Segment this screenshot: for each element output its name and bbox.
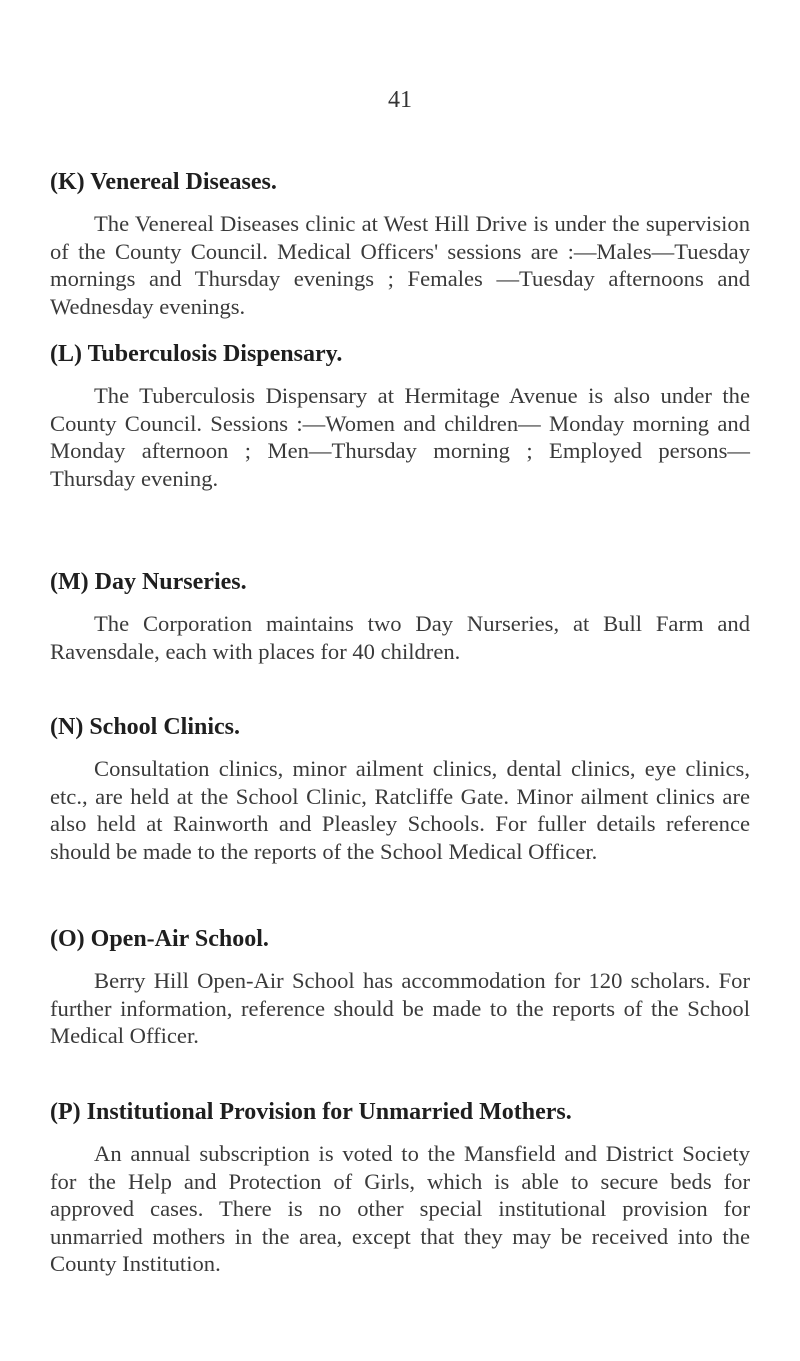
section-body: The Corporation maintains two Day Nurseries, at Bull Farm and Ravensdale, each with places for 40 children. — [50, 611, 750, 664]
section-body: The Venereal Diseases clinic at West Hill Drive is under the supervision of the County Council. Medical Officers' sessions are :—Males—Tuesday mornings and Thursday evenings ; Females —Tuesday afternoons and Wednesday evenings. — [50, 211, 750, 319]
section-tuberculosis-dispensary — [50, 340, 750, 492]
section-title: Institutional Provision for Unmarried Mothers. — [86, 1099, 572, 1125]
section-letter: (M) — [50, 569, 89, 595]
section-heading — [50, 713, 750, 741]
section-heading — [50, 168, 750, 196]
section-body: An annual subscription is voted to the Mansfield and District Society for the Help and Protection of Girls, which is able to secure beds for approved cases. There is no other special institutional provision for unmarried mothers in the area, except that they may be received into the County Institution. — [50, 1141, 750, 1276]
section-letter: (O) — [50, 926, 85, 952]
section-heading — [50, 568, 750, 596]
section-body: Berry Hill Open-Air School has accommodation for 120 scholars. For further information, reference should be made to the reports of the School Medical Officer. — [50, 968, 750, 1048]
section-open-air-school — [50, 925, 750, 1050]
section-letter: (N) — [50, 714, 84, 740]
section-letter: (P) — [50, 1099, 81, 1125]
section-venereal-diseases — [50, 168, 750, 320]
section-body: Consultation clinics, minor ailment clinics, dental clinics, eye clinics, etc., are held at the School Clinic, Ratcliffe Gate. Minor ailment clinics are also held at Rainworth and Pleasley Schools. For fuller details reference should be made to the reports of the School Medical Officer. — [50, 756, 750, 864]
page-number: 41 — [388, 87, 412, 113]
section-title: School Clinics. — [89, 714, 241, 740]
section-day-nurseries — [50, 568, 750, 665]
section-heading — [50, 925, 750, 953]
section-heading — [50, 340, 750, 368]
section-letter: (L) — [50, 341, 82, 367]
section-letter: (K) — [50, 169, 85, 195]
section-title: Tuberculosis Dispensary. — [87, 341, 343, 367]
section-heading — [50, 1098, 750, 1126]
section-body: The Tuberculosis Dispensary at Hermitage Avenue is also under the County Council. Sessions :—Women and children— Monday morning and Monday afternoon ; Men—Thursday morning ; Employed persons—Thursday evening. — [50, 383, 750, 491]
section-school-clinics — [50, 713, 750, 865]
section-unmarried-mothers — [50, 1098, 750, 1278]
section-title: Venereal Diseases. — [90, 169, 277, 195]
section-title: Open-Air School. — [90, 926, 269, 952]
section-title: Day Nurseries. — [94, 569, 247, 595]
